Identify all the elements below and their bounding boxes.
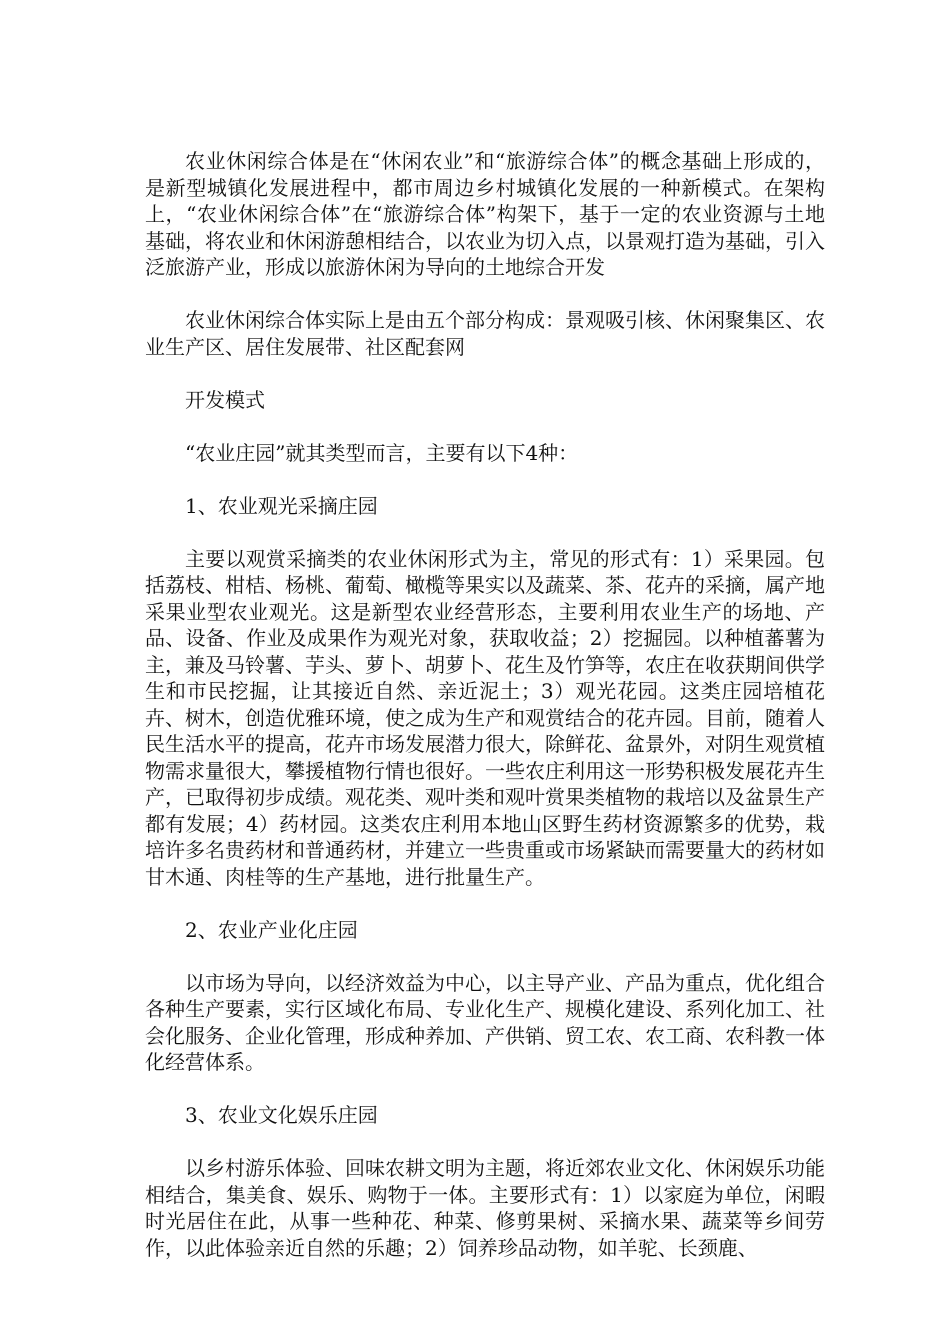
heading-culture-manor: 3、农业文化娱乐庄园 bbox=[185, 1103, 378, 1127]
paragraph-gap bbox=[145, 890, 825, 917]
heading-development-mode: 开发模式 bbox=[185, 387, 265, 412]
paragraph-gap bbox=[145, 360, 825, 387]
paragraph-gap bbox=[145, 519, 825, 546]
paragraph-sightseeing-manor: 主要以观赏采摘类的农业休闲形式为主，常见的形式有：1）采果园。包括荔枝、柑桔、杨桃、葡萄、橄榄等果实以及蔬菜、茶、花卉的采摘，属产地采果业型农业观光。这是新型农业经营形态，主要利用农业生产的场地、产品、设备、作业及成果作为观光对象，获取收益；2）挖掘园。以种植蕃薯为主，兼及马铃薯、芋头、萝卜、胡萝卜、花生及竹笋等，农庄在收获期间供学生和市民挖掘，让其接近自然、亲近泥土；3）观光花园。这类庄园培植花卉、树木，创造优雅环境，使之成为生产和观赏结合的花卉园。目前，随着人民生活水平的提高，花卉市场发展潜力很大，除鲜花、盆景外，对阴生观赏植物需求量很大，攀援植物行情也很好。一些农庄利用这一形势积极发展花卉生产，已取得初步成绩。观花类、观叶类和观叶赏果类植物的栽培以及盆景生产都有发展；4）药材园。这类农庄利用本地山区野生药材资源繁多的优势，栽培许多名贵药材和普通药材，并建立一些贵重或市场紧缺而需要量大的药材如甘木通、肉桂等的生产基地，进行批量生产。 bbox=[145, 546, 825, 889]
paragraph-gap bbox=[145, 281, 825, 308]
document-body bbox=[145, 148, 825, 1261]
paragraph-culture-manor: 以乡村游乐体验、回味农耕文明为主题，将近郊农业文化、休闲娱乐功能相结合，集美食、娱乐、购物于一体。主要形式有：1）以家庭为单位，闲暇时光居住在此，从事一些种花、种菜、修剪果树、采摘水果、蔬菜等乡间劳作，以此体验亲近自然的乐趣；2）饲养珍品动物，如羊驼、长颈鹿、 bbox=[145, 1156, 825, 1260]
paragraph-components: 农业休闲综合体实际上是由五个部分构成：景观吸引核、休闲聚集区、农业生产区、居住发展带、社区配套网 bbox=[145, 308, 825, 359]
paragraph-gap bbox=[145, 1129, 825, 1156]
paragraph-gap bbox=[145, 466, 825, 493]
paragraph-industrial-manor: 以市场为导向，以经济效益为中心，以主导产业、产品为重点，优化组合各种生产要素，实行区域化布局、专业化生产、规模化建设、系列化加工、社会化服务、企业化管理，形成种养加、产供销、贸工农、农工商、农科教一体化经营体系。 bbox=[145, 970, 825, 1074]
paragraph-intro: 农业休闲综合体是在“休闲农业”和“旅游综合体”的概念基础上形成的，是新型城镇化发展进程中，都市周边乡村城镇化发展的一种新模式。在架构上，“农业休闲综合体”在“旅游综合体”构架下，基于一定的农业资源与土地基础，将农业和休闲游憩相结合，以农业为切入点，以景观打造为基础，引入泛旅游产业，形成以旅游休闲为导向的土地综合开发 bbox=[145, 149, 825, 279]
heading-industrial-manor: 2、农业产业化庄园 bbox=[185, 917, 358, 942]
paragraph-gap bbox=[145, 1076, 825, 1103]
heading-sightseeing-manor: 1、农业观光采摘庄园 bbox=[185, 493, 378, 518]
paragraph-gap bbox=[145, 943, 825, 970]
paragraph-gap bbox=[145, 413, 825, 440]
paragraph-manor-types: “农业庄园”就其类型而言，主要有以下4种： bbox=[185, 440, 579, 465]
